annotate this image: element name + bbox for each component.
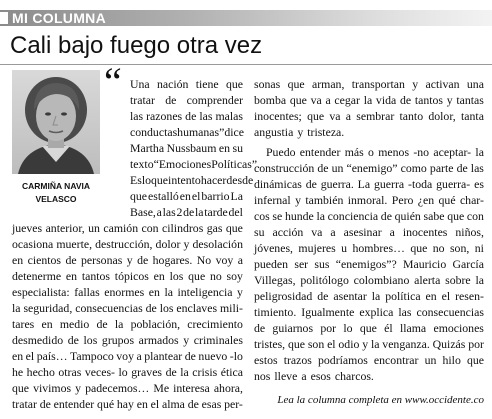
text-line: Es lo que intento hacer desde [130, 173, 254, 187]
opening-quote-mark: “ [104, 59, 122, 104]
text-line: angustia y tristeza. [254, 125, 345, 139]
headline: Cali bajo fuego otra vez [10, 32, 263, 59]
headline-divider [0, 64, 492, 65]
text-line: ocasiona muerte, destrucción, dolor y desolación [12, 237, 243, 251]
text-line: Base, a las 2 de la tarde del [130, 205, 243, 219]
text-line: tratar de comprender [130, 93, 243, 107]
text-line: detenerme en tantos tópicos en los que no soy [12, 269, 243, 283]
text-line: sonas que arman, transportan y activan una [254, 77, 484, 91]
text-line: tristes, que son el odio y la venganza. Quizás por [254, 337, 484, 351]
text-line: inocentes; que va a sembrar tanto dolor, tanta [254, 109, 484, 123]
text-line: en el país… Tampoco voy a plantear de nuevo -lo [12, 349, 243, 363]
text-line: estos trazos podríamos encontrar un hilo que [254, 353, 484, 367]
text-line: que estalló en el barrio La [130, 189, 243, 203]
text-line: Puedo entender más o menos -no aceptar- la [266, 145, 484, 159]
section-marker [0, 12, 8, 24]
text-line: de guiarnos por lo que él llama emociones [254, 321, 484, 335]
text-line: timiento. Igualmente explica las consecuencias [254, 305, 484, 319]
author-photo [12, 70, 100, 174]
text-line: la seguridad, consecuencias de los enclaves mili- [12, 301, 243, 315]
text-line: texto “Emociones Políticas”. [130, 157, 261, 171]
text-line: nos lleve a esos charcos. [254, 369, 374, 383]
text-line: Una nación tiene que [130, 77, 243, 91]
text-line: su acción va a asesinar a inocentes niños, [254, 225, 484, 239]
text-line: tares en medio de la población, crecimiento [12, 317, 243, 331]
text-line: jueves anterior, un camión con cilindros gas que [12, 221, 243, 235]
text-line: desmedido de los grupos armados y criminales [12, 333, 243, 347]
text-line: jóvenes, mujeres u hombres… que no son, ni [254, 241, 484, 255]
text-line: cos se hunde la conciencia de quién sabe que con [254, 209, 484, 223]
text-line: conductas humanas” dice [130, 125, 244, 139]
text-line: he hecho otras veces- lo graves de la crisis ética [12, 365, 243, 379]
text-line: las razones de las malas [130, 109, 243, 123]
text-line: tratar de entender qué hay en el alma de esas per- [12, 397, 243, 411]
text-line: pueden ser sus “enemigos”? Mauricio García [254, 257, 484, 271]
text-line: infernal y también inmoral. Pero ¿en qué char- [254, 193, 484, 207]
text-line: Villegas, politólogo colombiano alerta sobre la [254, 273, 484, 287]
text-line: bomba que va a cegar la vida de tantos y tantas [254, 93, 484, 107]
text-line: Martha Nussbaum en su [130, 141, 243, 155]
text-line: en cientos de personas y de hogares. No voy a [12, 253, 243, 267]
author-name-line-2: VELASCO [35, 194, 77, 204]
author-name-line-1: CARMIÑA NAVIA [22, 181, 90, 191]
author-byline [2, 180, 110, 206]
text-line: que vivimos y padecemos… Me interesa ahora, [12, 381, 243, 395]
text-line: dinámicas de guerra. La guerra -toda guerra- es [254, 177, 484, 191]
footer-note: Lea la columna completa en www.occidente.co [277, 394, 484, 406]
text-line: peligrosidad de asentar la política en el resen- [254, 289, 484, 303]
section-label: MI COLUMNA [12, 10, 106, 26]
text-line: especialista: fallas enormes en la inteligencia y [12, 285, 243, 299]
text-line: construcción de un “enemigo” como parte de las [254, 161, 484, 175]
